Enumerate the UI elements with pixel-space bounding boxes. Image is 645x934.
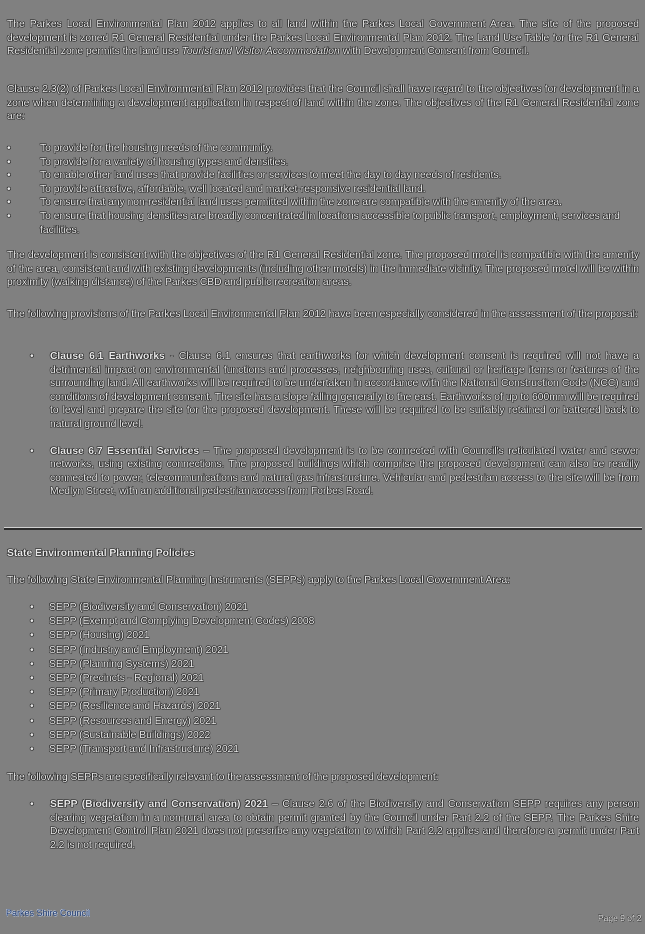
objective-text: To enable other land uses that provide facilities or services to meet the day to day needs of residents. (40, 170, 502, 182)
bullet-icon: • (30, 445, 34, 457)
objective-item (7, 196, 639, 210)
objective-text: To provide for a variety of housing types and densities. (40, 156, 289, 168)
clause-item (7, 350, 639, 432)
sepp-name: SEPP (Precincts - Regional) 2021 (49, 673, 204, 685)
section-heading: State Environmental Planning Policies (7, 548, 195, 559)
intro-paragraph-lep (7, 18, 639, 59)
sepp-name: SEPP (Exempt and Complying Development Codes) 2008 (49, 616, 315, 628)
intro-paragraph-objectives: Clause 2.3(2) of Parkes Local Environmental Plan 2012 provides that the Council shall have regard to the objectives for development in a zone when determining a development application in respect of land within the zone. The objectives of the R1 General Residential zone are: (7, 84, 639, 123)
relevant-sepp-title: SEPP (Biodiversity and Conservation) 2021 (50, 799, 268, 810)
sepp-item (7, 601, 314, 615)
bullet-icon: • (30, 687, 34, 699)
clause-body: – The proposed development is to be connected with Council's reticulated water and sewer networks, using existing connections. The proposed buildings which comprise the proposed development can also be readily connected to power, telecommunications and natural gas infrastructure. Vehicular and pedestrian access to the site will be from Medlyn Street, with an additional pedestrian access from Forbes Road. (50, 445, 640, 498)
clause-item (7, 445, 639, 499)
relevant-sepp-item (7, 798, 639, 852)
bullet-icon: • (30, 351, 34, 362)
sepp-item (7, 615, 314, 629)
relevant-sepps-intro: The following SEPPs are specifically relevant to the assessment of the proposed development: (7, 772, 439, 783)
objective-text: To provide for the housing needs of the community. (40, 143, 273, 154)
sepp-item (7, 686, 314, 700)
bullet-icon: • (7, 156, 11, 168)
sepp-name: SEPP (Industry and Employment) 2021 (49, 644, 229, 656)
bullet-icon: • (7, 170, 11, 182)
objective-item (7, 183, 639, 197)
sepp-intro: The following State Environmental Planning Instruments (SEPPs) apply to the Parkes Local Government Area: (7, 575, 511, 586)
section-divider (4, 527, 642, 530)
bullet-icon: • (7, 197, 11, 209)
bullet-icon: • (30, 658, 34, 670)
sepp-name: SEPP (Biodiversity and Conservation) 2021 (49, 602, 248, 613)
sepp-item (7, 743, 314, 757)
sepp-item (7, 644, 314, 658)
intro-text: The Parkes Local Environmental Plan 2012 applies to all land within the Parkes Local Government Area. The site of the proposed development is zoned R1 General Residential under the Parkes Local Environmental Plan 2012. The Land Use Table for the R1 General Residential zone permits the land use (7, 19, 639, 58)
consistency-paragraph: The development is consistent with the objectives of the R1 General Residential zone. The proposed motel is compatible with the amenity of the area, consistent and with existing developments (including other motels) in the immediate vicinity. The proposed motel will be within proximity (walking distance) of the Parkes CBD and public recreation areas. (7, 250, 639, 289)
relevant-sepp-body: – Clause 2.6 of the Biodiversity and Conservation SEPP requires any person clearing vegetation in a non-rural area to obtain permit granted by the Council under Part 2.2 of the SEPP. The Parkes Shire Development Control Plan 2021 does not prescribe any vegetation to which Part 2.2 applies and therefore a permit under Part 2.2 is not required. (50, 799, 639, 851)
objective-item (7, 156, 639, 170)
bullet-icon: • (30, 799, 34, 810)
sepp-list (7, 601, 314, 757)
objectives-list (7, 142, 639, 237)
bullet-icon: • (30, 673, 34, 685)
sepp-name: SEPP (Transport and Infrastructure) 2021 (49, 744, 240, 756)
objective-text: To provide attractive, affordable, well located and market-responsive residential land. (40, 183, 426, 195)
bullet-icon: • (30, 744, 34, 756)
bullet-icon: • (30, 729, 34, 741)
clause-title: Clause 6.1 Earthworks (50, 351, 165, 362)
bullet-icon: • (7, 143, 11, 154)
bullet-icon: • (30, 644, 34, 656)
bullet-icon: • (30, 630, 34, 642)
sepp-name: SEPP (Sustainable Buildings) 2022 (49, 729, 211, 741)
clauses-list (7, 350, 639, 512)
footer-page-number: Page 9 of 2 (598, 913, 642, 923)
sepp-item (7, 672, 314, 686)
sepp-name: SEPP (Resilience and Hazards) 2021 (49, 701, 221, 713)
bullet-icon: • (30, 602, 34, 613)
sepp-name: SEPP (Resources and Energy) 2021 (49, 715, 217, 727)
objective-item (7, 169, 639, 183)
sepp-item (7, 700, 314, 714)
clause-title: Clause 6.7 Essential Services (50, 445, 200, 457)
bullet-icon: • (30, 701, 34, 713)
sepp-item (7, 729, 314, 743)
sepp-item (7, 715, 314, 729)
objective-item (7, 210, 639, 237)
footer-organisation: Parkes Shire Council (6, 908, 91, 918)
objective-item (7, 142, 639, 156)
bullet-icon: • (7, 210, 11, 222)
bullet-icon: • (30, 616, 34, 628)
relevant-sepps-list (7, 798, 639, 852)
intro-text-end: with Development Consent from Council. (339, 46, 530, 58)
sepp-item (7, 658, 314, 672)
bullet-icon: • (7, 183, 11, 195)
sepp-name: SEPP (Primary Production) 2021 (49, 687, 200, 699)
sepp-name: SEPP (Planning Systems) 2021 (49, 658, 195, 670)
sepp-item (7, 629, 314, 643)
land-use-term: Tourist and Visitor Accommodation (181, 46, 340, 58)
provisions-intro: The following provisions of the Parkes Local Environmental Plan 2012 have been especially considered in the assessment of the proposal: (7, 309, 638, 320)
objective-text: To ensure that any non-residential land uses permitted within the zone are compatible with the amenity of the area. (40, 197, 563, 209)
sepp-name: SEPP (Housing) 2021 (49, 630, 150, 642)
objective-text: To ensure that housing densities are broadly concentrated in locations accessible to public transport, employment, services and facilities. (40, 210, 620, 236)
clause-body: - Clause 6.1 ensures that earthworks for which development consent is required will not have a detrimental impact on environmental functions and processes, neighbouring uses, cultural or heritage items or features of the surrounding land. All earthworks will be required to be undertaken in accordance with the National Construction Code (NCC) and conditions of development consent. The site has a slope falling generally to the east. Earthworks of up to 600mm will be required to level and prepare the site for the proposed development. These will be required to be suitably retained or battered back to natural ground level. (50, 351, 640, 430)
bullet-icon: • (30, 715, 34, 727)
